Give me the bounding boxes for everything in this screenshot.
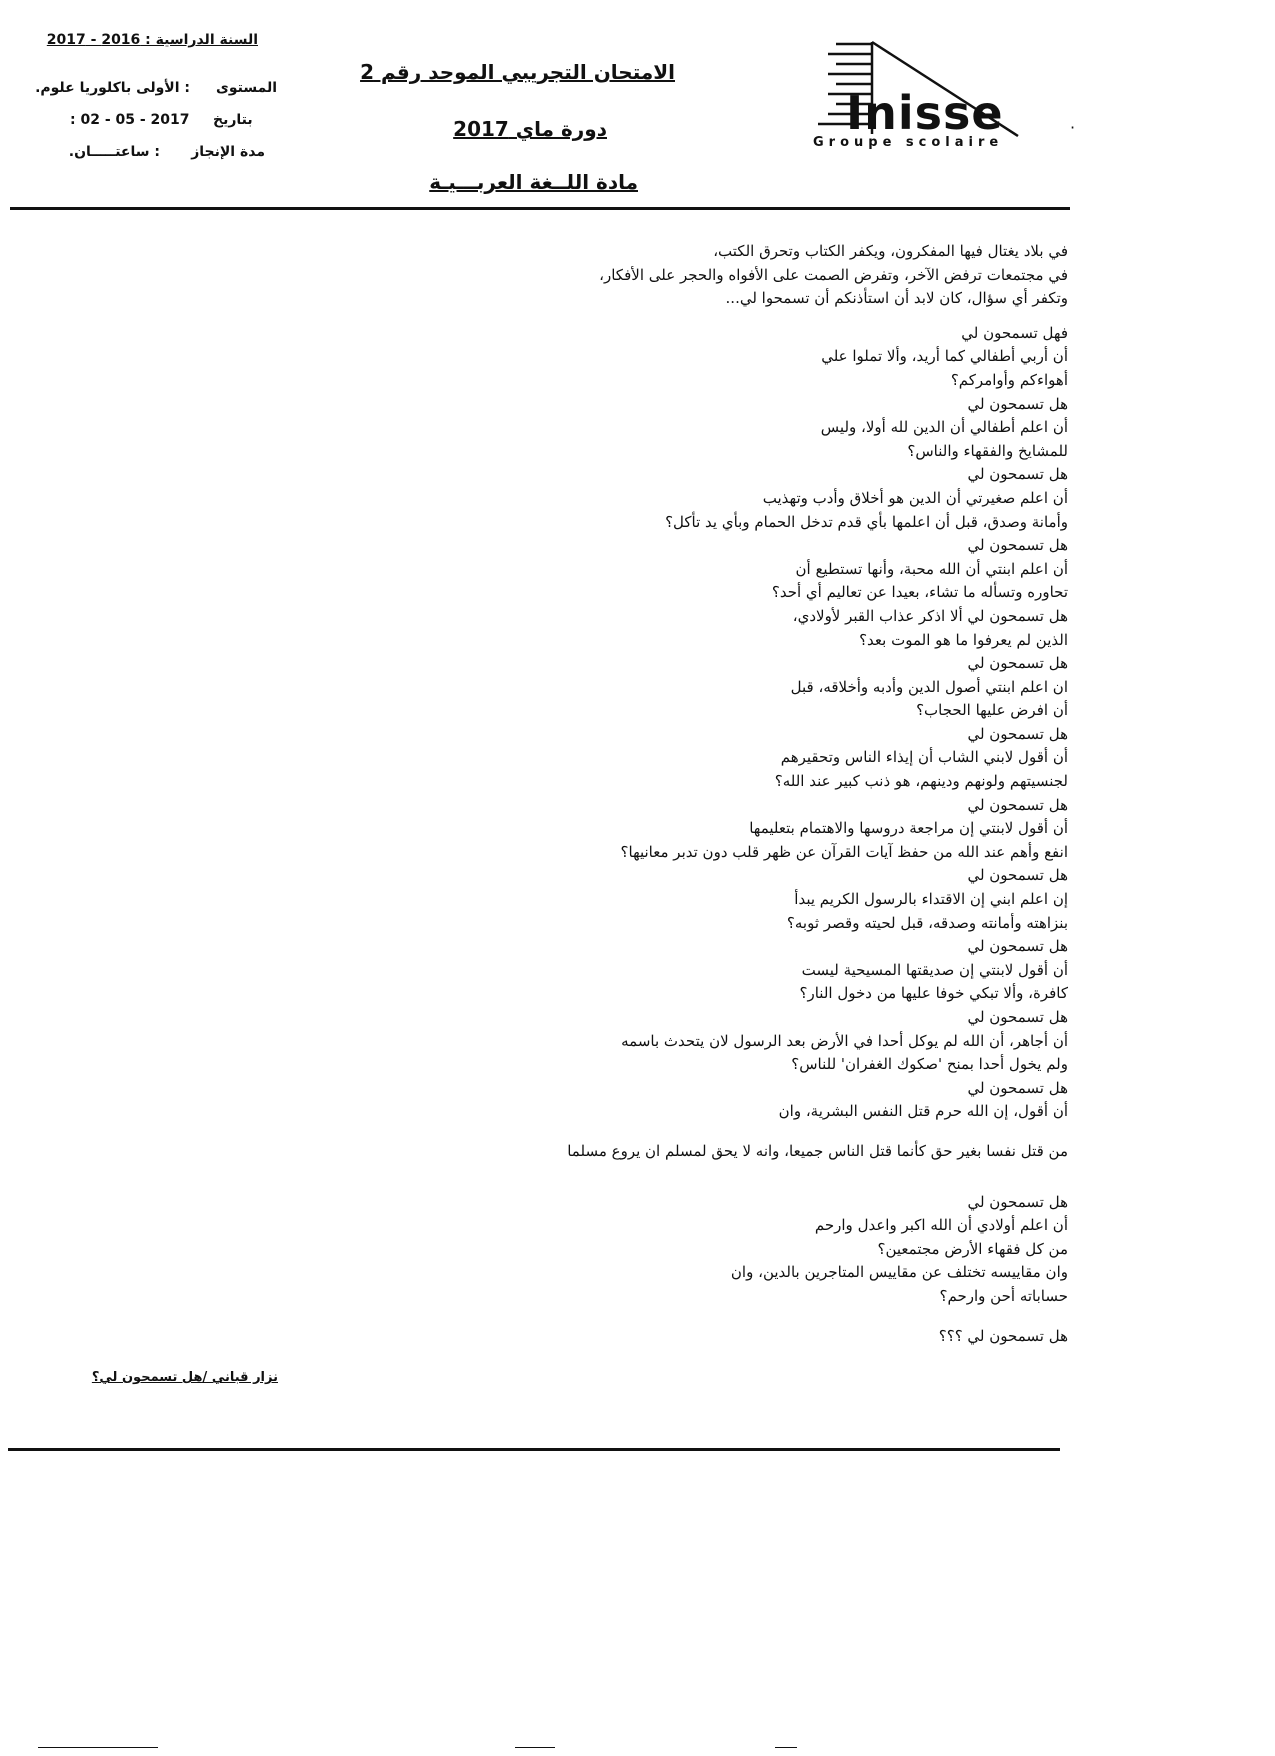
poem-line: هل تسمحون لي xyxy=(967,394,1068,413)
poem-line: بنزاهته وأمانته وصدقه، قبل لحيته وقصر ثوبه؟ xyxy=(786,913,1068,932)
poem-line: أن اعلم ابنتي أن الله محبة، وأنها تستطيع أن xyxy=(795,559,1068,578)
poem-line: أن أقول لابني الشاب أن إيذاء الناس وتحقيرهم xyxy=(780,748,1068,767)
poem-line: هل تسمحون لي ألا اذكر عذاب القبر لأولادي، xyxy=(792,606,1068,625)
poem-line: أن أجاهر، أن الله لم يوكل أحدا في الأرض بعد الرسول لان يتحدث باسمه xyxy=(621,1031,1068,1050)
stray-mark: · xyxy=(1070,118,1076,137)
poem-line: أن أقول، إن الله حرم قتل النفس البشرية، وان xyxy=(778,1102,1068,1121)
poem-line: وتكفر أي سؤال، كان لابد أن استأذنكم أن تسمحوا لي... xyxy=(725,289,1068,308)
poem-line: هل تسمحون لي xyxy=(967,1008,1068,1026)
exam-session: دورة ماي 2017 xyxy=(453,117,607,141)
poem-line: كافرة، وألا تبكي خوفا عليها من دخول النار؟ xyxy=(799,984,1068,1003)
level-label: المستوى xyxy=(216,80,278,96)
poem-line: لجنسيتهم ولونهم ودينهم، هو ذنب كبير عند الله؟ xyxy=(774,772,1068,791)
poem-line: الذين لم يعرفوا ما هو الموت بعد؟ xyxy=(859,630,1068,649)
school-year: السنة الدراسية : 2016 - 2017 xyxy=(46,32,258,48)
poem-line: أن أقول لابنتي إن مراجعة دروسها والاهتمام بتعليمها xyxy=(749,819,1068,838)
scan-mark xyxy=(515,1747,555,1748)
poem-line: أن اعلم أطفالي أن الدين لله أولا، وليس xyxy=(820,418,1068,437)
poem-line: تحاوره وتسأله ما تشاء، بعيدا عن تعاليم أي أحد؟ xyxy=(771,583,1068,602)
duration-label: مدة الإنجاز xyxy=(191,144,265,160)
poem-line: هل تسمحون لي xyxy=(967,866,1068,885)
poem-line: هل تسمحون لي xyxy=(967,1078,1068,1097)
poem-line: وان مقاييسه تختلف عن مقاييس المتاجرين بالدين، وان xyxy=(730,1263,1068,1282)
header-divider xyxy=(10,207,1070,210)
poem-line: هل تسمحون لي xyxy=(967,465,1068,484)
footer-divider xyxy=(8,1448,1060,1451)
poem-line: من كل فقهاء الأرض مجتمعين؟ xyxy=(877,1239,1068,1258)
poem-line: انفع وأهم عند الله من حفظ آيات القرآن عن ظهر قلب دون تدبر معانيها؟ xyxy=(620,842,1068,861)
poem-line: فهل تسمحون لي xyxy=(961,323,1068,342)
poem-line: أن افرض عليها الحجاب؟ xyxy=(916,701,1068,720)
poem-text xyxy=(168,240,1068,1348)
poem-line: أهواءكم وأوامركم؟ xyxy=(950,370,1068,389)
date-label: بتاريخ xyxy=(213,112,253,128)
school-logo xyxy=(808,38,1033,153)
poem-attribution: نزار قباني /هل تسمحون لي؟ xyxy=(91,1370,278,1385)
duration-value: : ساعتـــــان. xyxy=(68,144,160,160)
poem-line: هل تسمحون لي xyxy=(967,937,1068,956)
poem-line: من قتل نفسا بغير حق كأنما قتل الناس جميعا، وانه لا يحق لمسلم ان يروع مسلما xyxy=(567,1141,1068,1160)
exam-title: الامتحان التجريبي الموحد رقم 2 xyxy=(360,60,675,84)
date-value xyxy=(70,112,190,128)
poem-line: هل تسمحون لي xyxy=(967,654,1068,673)
poem-line: أن اعلم صغيرتي أن الدين هو أخلاق وأدب وتهذيب xyxy=(762,488,1068,507)
poem-line: وأمانة وصدق، قبل أن اعلمها بأي قدم تدخل الحمام وبأي يد تأكل؟ xyxy=(665,512,1068,531)
scan-mark xyxy=(775,1747,797,1748)
poem-line: إن اعلم ابني إن الاقتداء بالرسول الكريم يبدأ xyxy=(794,890,1068,909)
logo-subtitle: Groupe scolaire xyxy=(813,135,1004,150)
poem-line: أن اعلم أولادي أن الله اكبر واعدل وارحم xyxy=(814,1216,1068,1235)
poem-line: أن أربي أطفالي كما أريد، وألا تملوا علي xyxy=(821,347,1068,366)
logo-name: Inisse xyxy=(846,86,1004,140)
poem-line: في مجتمعات ترفض الآخر، وتفرض الصمت على الأفواه والحجر على الأفكار، xyxy=(599,265,1068,284)
poem-line: حساباته أحن وارحم؟ xyxy=(939,1286,1068,1305)
poem-line: للمشايخ والفقهاء والناس؟ xyxy=(907,441,1068,460)
poem-line: هل تسمحون لي xyxy=(967,795,1068,814)
poem-line: هل تسمحون لي xyxy=(967,1192,1068,1211)
poem-line: أن أقول لابنتي إن صديقتها المسيحية ليست xyxy=(801,960,1068,979)
poem-line: في بلاد يغتال فيها المفكرون، ويكفر الكتاب وتحرق الكتب، xyxy=(713,242,1068,260)
poem-line: هل تسمحون لي xyxy=(967,724,1068,743)
date-value-text: : 02 - 05 - 2017 xyxy=(70,112,190,128)
poem-line: ان اعلم ابنتي أصول الدين وأدبه وأخلاقه، قبل xyxy=(790,677,1068,696)
subject-title: مادة اللــغة العربـــيـة xyxy=(429,170,638,194)
level-value: : الأولى باكلوريا علوم. xyxy=(35,80,190,96)
poem-line: هل تسمحون لي xyxy=(967,536,1068,555)
poem-closing: هل تسمحون لي ؟؟؟ xyxy=(938,1326,1068,1345)
poem-line: ولم يخول أحدا بمنح 'صكوك الغفران' للناس؟ xyxy=(791,1055,1068,1074)
scan-mark xyxy=(38,1747,158,1748)
